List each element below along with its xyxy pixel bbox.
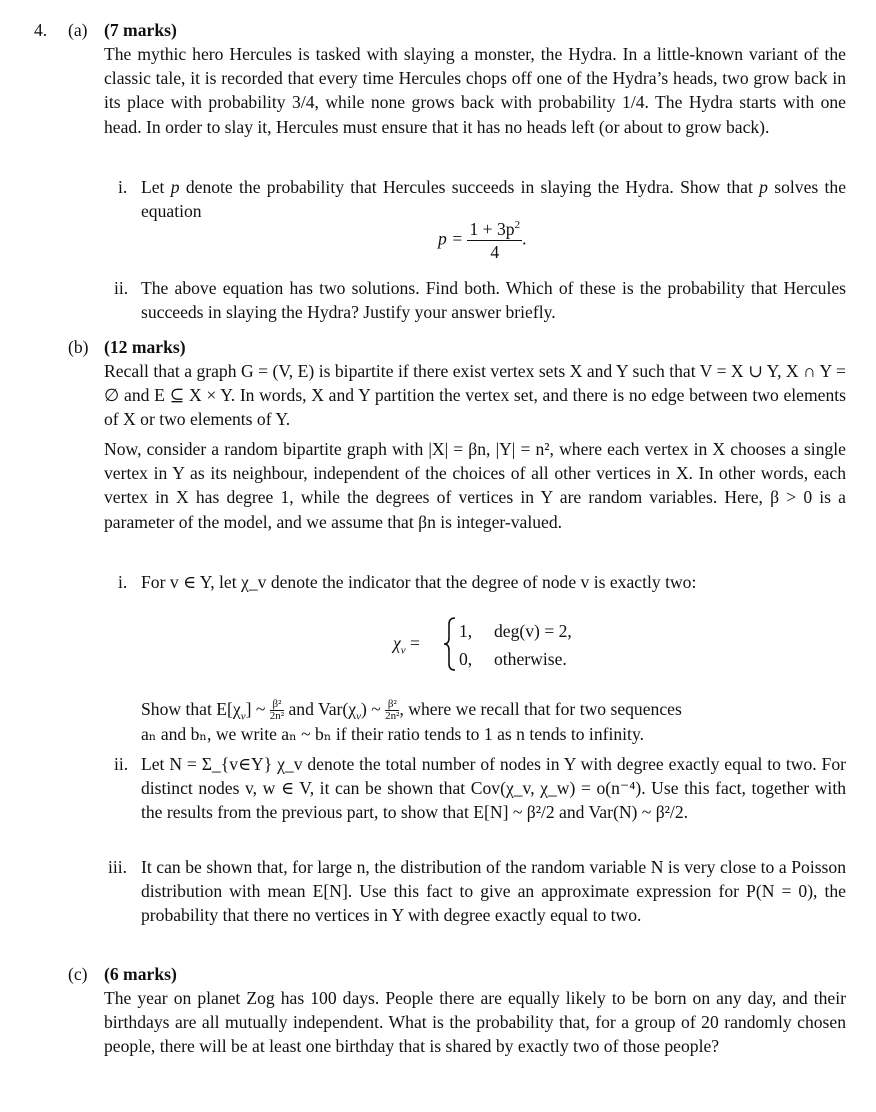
- part-b-i-text: For v ∈ Y, let χ_v denote the indicator that the degree of node v is exactly two:: [141, 572, 697, 592]
- case-1-condition: deg(v) = 2,: [494, 621, 572, 641]
- chi-definition-lhs: $\chi_v$ =: [393, 633, 420, 657]
- part-b-i-definition-line: aₙ and bₙ, we write aₙ ~ bₙ if their ratio tends to 1 as n tends to infinity.: [141, 724, 644, 744]
- part-a-intro: The mythic hero Hercules is tasked with slaying a monster, the Hydra. In a little-known variant of the classic tale, it is recorded that every time Hercules chops off one of the Hydra’s heads, two grow back in its place with probability 3/4, while none grows back with probability 1/4. The Hydra starts with one head. In order to slay it, Hercules must ensure that it has no heads left (or about to grow back).: [104, 44, 846, 137]
- part-a-i-text: Let p denote the probability that Hercules succeeds in slaying the Hydra. Show that p solves the equation: [141, 177, 846, 222]
- case-2-condition: otherwise.: [494, 649, 567, 669]
- part-b-marks: (12 marks): [104, 337, 186, 357]
- part-a-equation: p = $\frac{1 + 3p^2}{4}$ .: [438, 219, 527, 262]
- part-b-ii-label: ii.: [114, 754, 129, 774]
- part-c-marks: (6 marks): [104, 964, 177, 984]
- part-a-label: (a): [68, 20, 88, 40]
- case-2-value: 0,: [459, 649, 473, 669]
- part-b-label: (b): [68, 337, 89, 357]
- part-b-paragraph-2: Now, consider a random bipartite graph with |X| = βn, |Y| = n², where each vertex in X chooses a single vertex in Y as its neighbour, independent of the choices of all other vertices in X. In other words, each vertex in X has degree 1, while the degrees of vertices in Y are random variables. Here, β > 0 is a parameter of the model, and we assume that βn is integer-valued.: [104, 439, 846, 532]
- part-a-i-label: i.: [118, 177, 128, 197]
- part-b-paragraph-1: Recall that a graph G = (V, E) is bipartite if there exist vertex sets X and Y such that V = X ∪ Y, X ∩ Y = ∅ and E ⊆ X × Y. In words, X and Y partition the vertex set, and there is no edge between two elements of X or two elements of Y.: [104, 361, 846, 430]
- part-b-i-label: i.: [118, 572, 128, 592]
- question-number: 4.: [34, 20, 48, 40]
- part-c-label: (c): [68, 964, 88, 984]
- part-b-iii-text: It can be shown that, for large n, the distribution of the random variable N is very close to a Poisson distribution with mean E[N]. Use this fact to give an approximate expression for P(N = 0), the probability that there no vertices in Y with degree exactly equal to two.: [141, 857, 846, 926]
- left-brace-icon: [442, 616, 458, 672]
- part-a-marks: (7 marks): [104, 20, 177, 40]
- part-b-ii-text: Let N = Σ_{v∈Y} χ_v denote the total number of nodes in Y with degree exactly equal to two. For distinct nodes v, w ∈ V, it can be shown that Cov(χ_v, χ_w) = o(n⁻⁴). Use this fact, together with the results from the previous part, to show that E[N] ~ β²/2 and Var(N) ~ β²/2.: [141, 754, 846, 823]
- part-b-i-show-line: Show that $E[\chi_v]$ ~ $\frac{\text{β²}}{\text{2n²}}$ and $Var(\chi_v)$ ~ $\frac{\text{β²}}{\text{2n²}}$ , where we recall that for two sequences: [141, 698, 682, 723]
- part-a-ii-text: The above equation has two solutions. Find both. Which of these is the probability that Hercules succeeds in slaying the Hydra? Justify your answer briefly.: [141, 278, 846, 323]
- part-a-ii-label: ii.: [114, 278, 129, 298]
- part-c-text: The year on planet Zog has 100 days. People there are equally likely to be born on any day, and their birthdays are all mutually independent. What is the probability that, for a group of 20 randomly chosen people, there will be at least one birthday that is shared by exactly two of those people?: [104, 988, 846, 1057]
- case-1-value: 1,: [459, 621, 473, 641]
- part-b-iii-label: iii.: [108, 857, 128, 877]
